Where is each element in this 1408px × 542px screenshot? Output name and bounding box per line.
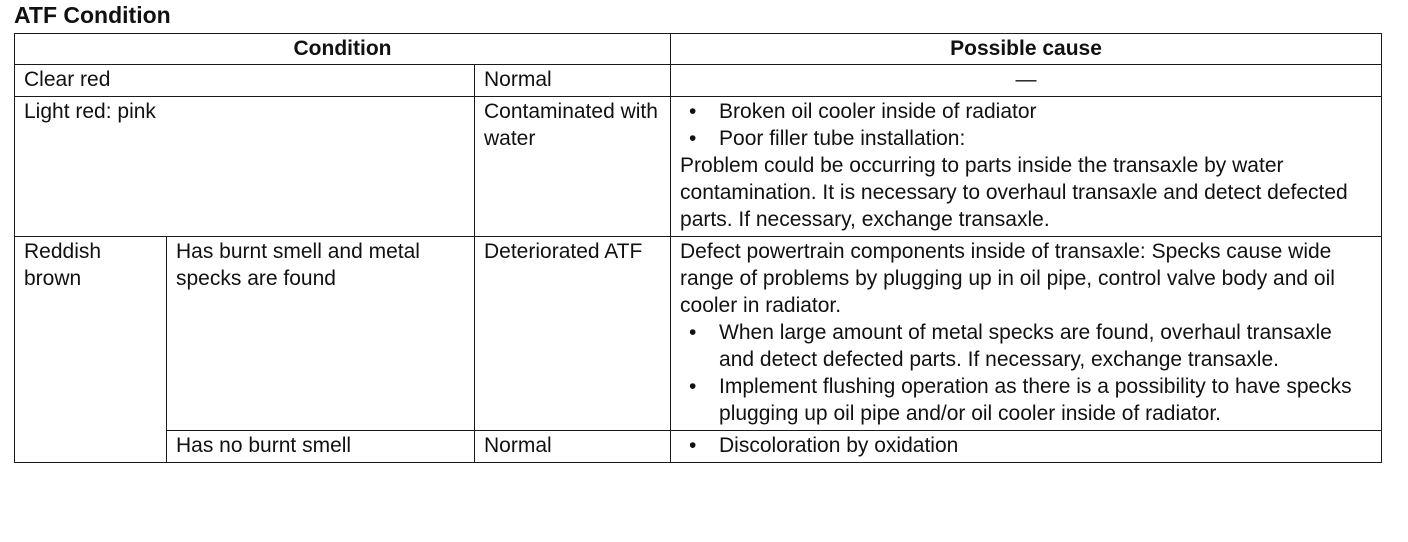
list-item: • Implement flushing operation as there is a possibility to have specks plugging up oil pipe and/or oil cooler inside of radiator. [680,373,1372,427]
status-cell: Deteriorated ATF [475,237,671,431]
cause-cell [671,237,1382,431]
status-cell: Contaminated with water [475,97,671,237]
color-cell: Reddish brown [15,237,167,463]
list-item: • Discoloration by oxidation [680,432,1372,459]
header-possible-cause: Possible cause [671,34,1382,65]
cause-intro: Defect powertrain components inside of transaxle: Specks cause wide range of problems by plugging up in oil pipe, control valve body and oil cooler in radiator. [680,240,1335,317]
color-cell: Clear red [15,65,475,97]
cause-bullet-list [680,432,1372,459]
cause-note: Problem could be occurring to parts inside the transaxle by water contamination. It is necessary to overhaul transaxle and detect defected parts. If necessary, exchange transaxle. [680,154,1348,231]
table-row [15,97,1382,237]
list-item: • Poor filler tube installation: [680,125,1372,152]
smell-cell: Has burnt smell and metal specks are found [167,237,475,431]
list-item: • When large amount of metal specks are found, overhaul transaxle and detect defected parts. If necessary, exchange transaxle. [680,319,1372,373]
header-row [15,34,1382,65]
page-title: ATF Condition [14,2,171,28]
table-row [15,431,1382,463]
list-item: • Broken oil cooler inside of radiator [680,98,1372,125]
table-row [15,237,1382,431]
smell-cell: Has no burnt smell [167,431,475,463]
table-row [15,65,1382,97]
status-cell: Normal [475,65,671,97]
cause-cell [671,97,1382,237]
cause-cell [671,65,1382,97]
dash-text: — [1015,68,1037,91]
cause-cell [671,431,1382,463]
cause-bullet-list [680,98,1372,152]
status-cell: Normal [475,431,671,463]
color-cell: Light red: pink [15,97,475,237]
header-condition: Condition [15,34,671,65]
atf-condition-table [14,33,1382,463]
cause-bullet-list [680,319,1372,427]
